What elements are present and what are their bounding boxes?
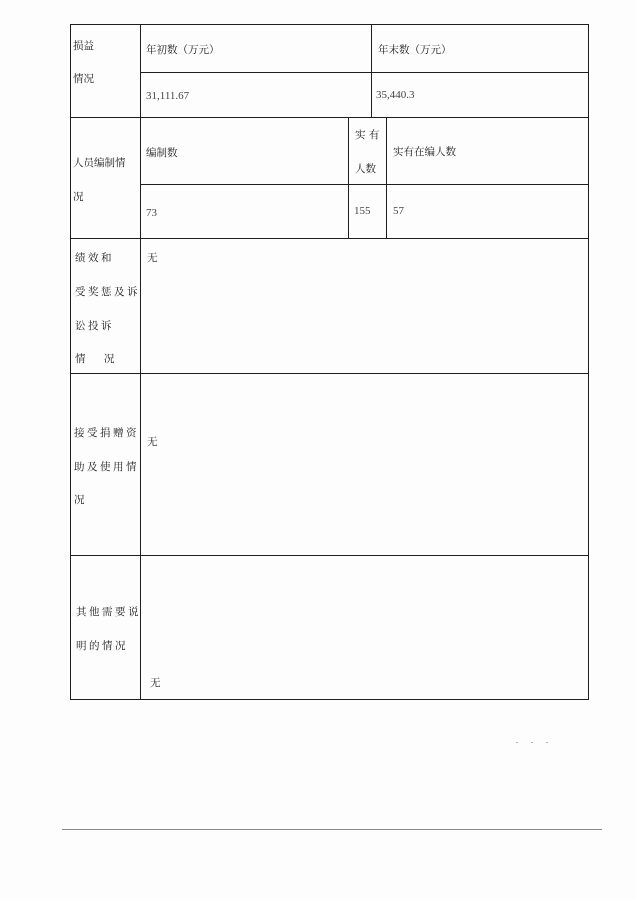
- other-label-line2: 明的情况: [76, 640, 128, 652]
- begin-year-value: 31,111.67: [146, 90, 190, 102]
- begin-year-header: 年初数（万元）: [146, 44, 220, 56]
- table-right-border: [588, 24, 589, 700]
- other-value: 无: [150, 677, 161, 689]
- performance-label-line3: 讼投诉: [75, 320, 114, 332]
- staff-column-divider-2: [386, 117, 387, 238]
- staff-label-line2: 况: [73, 191, 84, 203]
- profit-header-line: [140, 72, 589, 73]
- staff-bottom-line: [70, 238, 589, 239]
- profit-label-line1: 损益: [73, 40, 94, 52]
- actual-count-header-line2: 人数: [355, 163, 376, 175]
- actual-count-value: 155: [354, 205, 371, 217]
- label-column-divider: [140, 24, 141, 700]
- performance-bottom-line: [70, 373, 589, 374]
- profit-bottom-line: [70, 117, 589, 118]
- table-left-border: [70, 24, 71, 700]
- staff-header-line: [140, 184, 589, 185]
- donation-bottom-line: [70, 555, 589, 556]
- performance-label-line2: 受奖惩及诉: [75, 286, 140, 298]
- quota-value: 73: [146, 207, 157, 219]
- scan-speck: [516, 742, 518, 743]
- table-bottom-border: [70, 699, 589, 700]
- performance-label-line1: 绩效和: [75, 252, 114, 264]
- in-quota-value: 57: [393, 205, 404, 217]
- scan-speck: [531, 742, 533, 743]
- staff-column-divider-1: [348, 117, 349, 238]
- footer-rule: [62, 829, 602, 830]
- donation-value: 无: [147, 436, 158, 448]
- staff-label-line1: 人员编制情: [73, 157, 126, 169]
- performance-label-line4: 情 况: [75, 353, 116, 365]
- donation-label-line3: 况: [74, 494, 85, 506]
- profit-column-divider: [371, 24, 372, 118]
- actual-count-header-line1: 实 有: [355, 129, 380, 141]
- end-year-value: 35,440.3: [376, 89, 415, 101]
- profit-label-line2: 情况: [73, 73, 94, 85]
- table-top-border: [70, 24, 589, 25]
- quota-header: 编制数: [146, 147, 178, 159]
- donation-label-line1: 接受捐赠资: [74, 427, 139, 439]
- end-year-header: 年末数（万元）: [378, 44, 452, 56]
- donation-label-line2: 助及使用情: [74, 461, 139, 473]
- other-label-line1: 其他需要说: [76, 606, 141, 618]
- in-quota-header: 实有在编人数: [393, 146, 456, 158]
- performance-value: 无: [147, 252, 158, 264]
- scan-speck: [546, 742, 548, 743]
